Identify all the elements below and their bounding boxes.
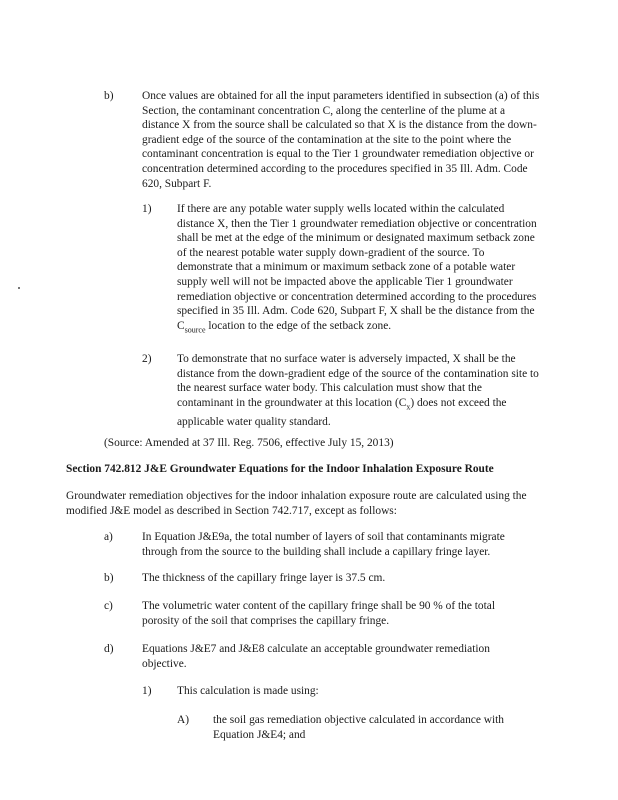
intro-paragraph: Groundwater remediation objectives for the indoor inhalation exposure route are calculated using the modified J&E model as described in Section 742.717, except as follows: <box>66 490 527 517</box>
sub-a-text: the soil gas remediation objective calculated in accordance with Equation J&E4; and <box>213 714 504 741</box>
list-c-text: The volumetric water content of the capillary fringe shall be 90 % of the total porosity of the soil that comprises the capillary fringe. <box>142 600 495 627</box>
margin-mark <box>18 287 20 289</box>
list-c-label: c) <box>104 600 113 612</box>
list-d-text: Equations J&E7 and J&E8 calculate an acceptable groundwater remediation objective. <box>142 643 490 670</box>
item-1-text-post: location to the edge of the setback zone. <box>205 319 392 332</box>
item-2-text-pre: To demonstrate that no surface water is adversely impacted, X shall be the distance from the down-gradient edge of the source of the contamination site to the nearest surface water body. This calculation must show that the contaminant in the groundwater at this location (C <box>177 353 539 409</box>
list-d-label: d) <box>104 643 114 655</box>
item-2-text-post: ) does not exceed the applicable water quality standard. <box>177 396 507 428</box>
list-a-text: In Equation J&E9a, the total number of layers of soil that contaminants migrate through from the source to the building shall include a capillary fringe layer. <box>142 531 505 558</box>
list-b-text: The thickness of the capillary fringe layer is 37.5 cm. <box>142 572 386 584</box>
section-heading: Section 742.812 J&E Groundwater Equations for the Indoor Inhalation Exposure Route <box>66 463 494 475</box>
sub-1-text: This calculation is made using: <box>177 685 319 697</box>
sub-1-label: 1) <box>142 685 152 697</box>
item-1-text-pre: If there are any potable water supply wells located within the calculated distance X, then the Tier 1 groundwater remediation objective or concentration shall be met at the edge of the minimum or designated maximum setback zone of the nearest potable water supply down-gradient of the source. To demonstrate that a minimum or maximum setback zone of a potable water supply well will not be impacted above the applicable Tier 1 groundwater remediation objective or concentration determined according to the procedures specified in 35 Ill. Adm. Code 620, Subpart F, X shall be the distance from the C <box>177 203 537 332</box>
item-2-label: 2) <box>142 353 152 365</box>
source-note: (Source: Amended at 37 Ill. Reg. 7506, effective July 15, 2013) <box>104 437 394 449</box>
para-b-text: Once values are obtained for all the input parameters identified in subsection (a) of this Section, the contaminant concentration C, along the centerline of the plume at a distance X from the source shall be calculated so that X is the distance from the down-gradient edge of the source of the contamination at the site to the point where the contaminant concentration is equal to the Tier 1 groundwater remediation objective or concentration determined according to the procedures specified in 35 Ill. Adm. Code 620, Subpart F. <box>142 90 540 190</box>
list-a-label: a) <box>104 531 113 543</box>
sub-a-label: A) <box>177 714 190 726</box>
item-2-subscript: x <box>406 402 411 412</box>
para-b-label: b) <box>104 90 114 102</box>
item-1-subscript: source <box>184 325 206 335</box>
list-b-label: b) <box>104 572 114 584</box>
item-1-label: 1) <box>142 203 152 215</box>
item-2-text <box>177 352 540 429</box>
item-1-text <box>177 202 540 338</box>
